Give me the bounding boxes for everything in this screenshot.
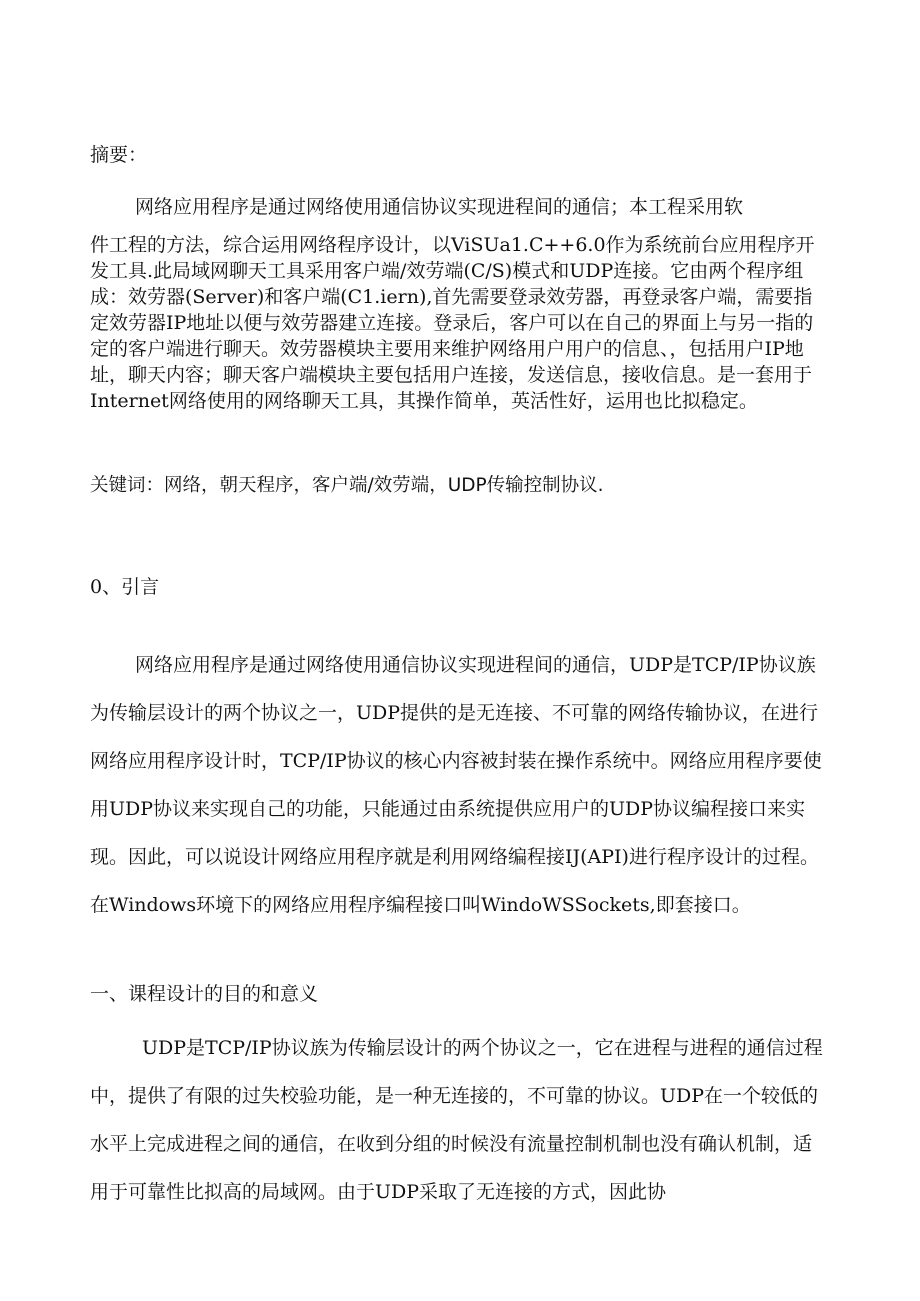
intro-paragraph: 网络应用程序是通过网络使用通信协议实现进程间的通信，UDP是TCP/IP协议族为传输层设计的两个协议之一，UDP提供的是无连接、不可靠的网络传输协议，在进行网络应用程序设计时，TCP/IP协议的核心内容被封装在操作系统中。网络应用程序要使用UDP协议来实现自己的功能，只能通过由系统提供应用户的UDP协议编程接口来实现。因此，可以说设计网络应用程序就是利用网络编程接IJ(API)进行程序设计的过程。在Windows环境下的网络应用程序编程接口叫WindoWSSockets,即套接口。 (90, 654, 822, 916)
abstract-heading: 摘要： (90, 144, 148, 166)
abstract-body: 件工程的方法，综合运用网络程序设计，以ViSUa1.C++6.0作为系统前台应用程序开发工具.此局域网聊天工具采用客户端/效劳端(C/S)模式和UDP连接。它由两个程序组成：效劳器(Server)和客户端(C1.iern),首先需要登录效劳器，再登录客户端，需要指定效劳器IP地址以便与效劳器建立连接。登录后，客户可以在自己的界面上与另一指的定的客户端进行聊天。效劳器模块主要用来维护网络用户用户的信息、，包括用户IP地址，聊天内容；聊天客户端模块主要包括用户连接，发送信息，接收信息。是一套用于Internet网络使用的网络聊天工具，其操作简单，英活性好，运用也比拟稳定。 (90, 234, 815, 412)
abstract-first-line: 网络应用程序是通过网络使用通信协议实现进程间的通信；本工程采用软 (135, 196, 744, 218)
keywords-line: 关键词：网络，朝天程序，客户端/效劳端，UDP传输控制协议. (90, 475, 604, 496)
section-one-paragraph: UDP是TCP/IP协议族为传输层设计的两个协议之一，它在进程与进程的通信过程中，提供了有限的过失校验功能，是一种无连接的，不可靠的协议。UDP在一个较低的水平上完成进程之间的通信，在收到分组的时候没有流量控制机制也没有确认机制，适用于可靠性比拟高的局域网。由于UDP采取了无连接的方式，因此协 (90, 1037, 823, 1203)
intro-heading: 0、引言 (90, 576, 160, 598)
section-one-heading: 一、课程设计的目的和意义 (90, 983, 319, 1005)
